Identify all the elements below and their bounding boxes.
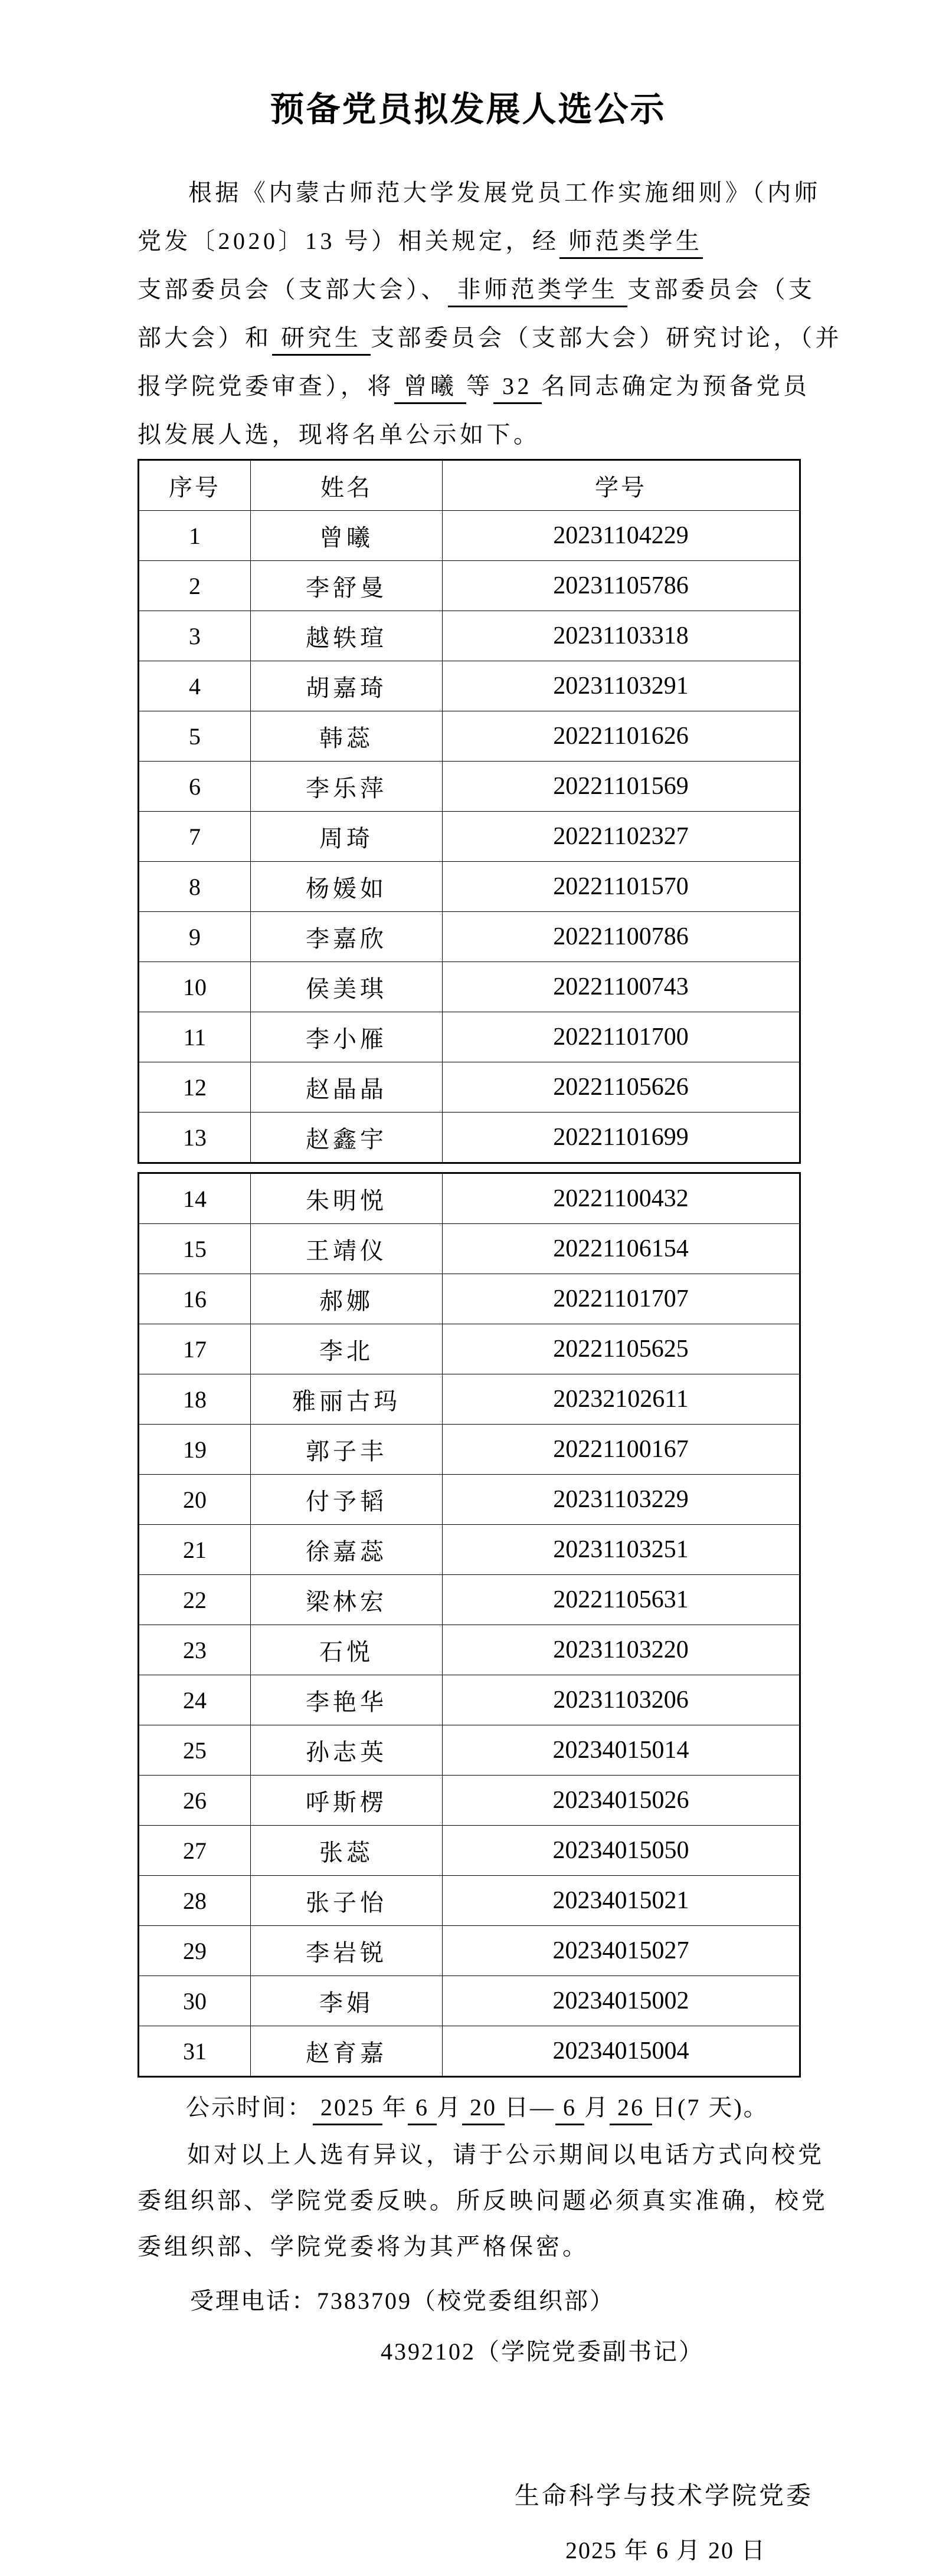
table-row — [139, 711, 800, 762]
cell-姓名: 韩蕊 — [251, 711, 443, 762]
table-row — [139, 1274, 800, 1324]
cell-序号: 16 — [139, 1274, 251, 1324]
roster-table-part1 — [138, 459, 801, 1164]
cell-姓名: 周琦 — [251, 812, 443, 862]
table-row — [139, 1425, 800, 1475]
cell-学号: 20221100167 — [443, 1425, 800, 1475]
cell-学号: 20231103220 — [443, 1625, 800, 1675]
cell-姓名: 杨媛如 — [251, 862, 443, 912]
cell-序号: 7 — [139, 812, 251, 862]
cell-学号: 20221100786 — [443, 912, 800, 962]
cell-学号: 20234015004 — [443, 2026, 800, 2077]
cell-姓名: 徐嘉蕊 — [251, 1525, 443, 1575]
publicity-period-line — [186, 2083, 936, 2132]
cell-学号: 20221100432 — [443, 1173, 800, 1224]
cell-序号: 1 — [139, 511, 251, 561]
cell-序号: 23 — [139, 1625, 251, 1675]
cell-序号: 25 — [139, 1725, 251, 1776]
table-row — [139, 1926, 800, 1976]
table-row — [139, 1224, 800, 1274]
text-run: 支部委员会（支部大会）研究讨论，（并 — [371, 324, 842, 351]
cell-序号: 28 — [139, 1876, 251, 1926]
table-row — [139, 1876, 800, 1926]
cell-姓名: 朱明悦 — [251, 1173, 443, 1224]
cell-序号: 17 — [139, 1324, 251, 1374]
table-row — [139, 1374, 800, 1425]
table-row — [139, 812, 800, 862]
text-run: 党发〔2020〕13 号）相关规定，经 — [138, 228, 559, 254]
intro-line — [138, 217, 803, 265]
table-row — [139, 862, 800, 912]
cell-姓名: 呼斯楞 — [251, 1776, 443, 1826]
signature-date: 2025 年 6 月 20 日 — [565, 2537, 766, 2564]
table-row — [139, 2026, 800, 2077]
cell-学号: 20234015050 — [443, 1826, 800, 1876]
fill-in-underline: 32 — [493, 373, 542, 404]
cell-学号: 20231103318 — [443, 611, 800, 661]
contact-phone-line-2: 4392102（学院党委副书记） — [381, 2338, 704, 2365]
intro-paragraph — [138, 169, 842, 459]
table-row — [139, 611, 800, 661]
text-run: 报学院党委审查），将 — [138, 373, 394, 399]
cell-序号: 12 — [139, 1062, 251, 1113]
table-row — [139, 1725, 800, 1776]
cell-学号: 20221102327 — [443, 812, 800, 862]
cell-姓名: 郭子丰 — [251, 1425, 443, 1475]
fill-in-underline: 26 — [610, 2094, 652, 2125]
cell-序号: 22 — [139, 1575, 251, 1625]
table-row — [139, 1012, 800, 1062]
cell-序号: 19 — [139, 1425, 251, 1475]
cell-学号: 20234015014 — [443, 1725, 800, 1776]
appeal-line: 委组织部、学院党委将为其严格保密。 — [138, 2233, 589, 2260]
cell-序号: 5 — [139, 711, 251, 762]
cell-姓名: 张子怡 — [251, 1876, 443, 1926]
cell-姓名: 郝娜 — [251, 1274, 443, 1324]
table-row — [139, 561, 800, 611]
table-row — [139, 1575, 800, 1625]
cell-姓名: 李乐萍 — [251, 762, 443, 812]
cell-学号: 20221106154 — [443, 1224, 800, 1274]
table-row — [139, 912, 800, 962]
cell-姓名: 赵育嘉 — [251, 2026, 443, 2077]
appeal-line: 委组织部、学院党委反映。所反映问题必须真实准确，校党 — [138, 2187, 828, 2214]
table-row — [139, 1976, 800, 2026]
cell-姓名: 王靖仪 — [251, 1224, 443, 1274]
text-run: 年 — [382, 2094, 408, 2121]
table-row — [139, 762, 800, 812]
cell-姓名: 李嘉欣 — [251, 912, 443, 962]
cell-姓名: 侯美琪 — [251, 962, 443, 1012]
column-header: 姓名 — [251, 460, 443, 511]
page-title: 预备党员拟发展人选公示 — [270, 90, 666, 129]
cell-姓名: 张蕊 — [251, 1826, 443, 1876]
cell-序号: 6 — [139, 762, 251, 812]
cell-学号: 20234015027 — [443, 1926, 800, 1976]
cell-序号: 24 — [139, 1675, 251, 1725]
cell-学号: 20234015026 — [443, 1776, 800, 1826]
table-row — [139, 1113, 800, 1163]
cell-序号: 3 — [139, 611, 251, 661]
cell-姓名: 石悦 — [251, 1625, 443, 1675]
cell-姓名: 曾曦 — [251, 511, 443, 561]
text-run: 公示时间： — [186, 2094, 313, 2121]
fill-in-underline: 曾曦 — [394, 373, 466, 404]
table-row — [139, 1675, 800, 1725]
cell-序号: 18 — [139, 1374, 251, 1425]
cell-学号: 20231103206 — [443, 1675, 800, 1725]
cell-学号: 20221101699 — [443, 1113, 800, 1163]
table-row — [139, 962, 800, 1012]
intro-line — [138, 314, 842, 362]
text-run: 拟发展人选，现将名单公示如下。 — [138, 421, 541, 448]
text-run: 日(7 天)。 — [652, 2094, 769, 2121]
fill-in-underline: 6 — [555, 2094, 584, 2125]
text-run: 支部委员会（支部大会）、 — [138, 276, 448, 303]
fill-in-underline: 6 — [408, 2094, 437, 2125]
intro-line — [138, 411, 803, 459]
table-row — [139, 1062, 800, 1113]
cell-姓名: 李小雁 — [251, 1012, 443, 1062]
cell-序号: 13 — [139, 1113, 251, 1163]
cell-学号: 20221101626 — [443, 711, 800, 762]
cell-序号: 27 — [139, 1826, 251, 1876]
cell-学号: 20231103229 — [443, 1475, 800, 1525]
cell-姓名: 赵鑫宇 — [251, 1113, 443, 1163]
cell-学号: 20221100743 — [443, 962, 800, 1012]
text-run: 等 — [466, 373, 493, 399]
text-run: 月 — [584, 2094, 610, 2121]
text-run: 名同志确定为预备党员 — [541, 373, 810, 399]
signature-organization: 生命科学与技术学院党委 — [514, 2483, 813, 2510]
fill-in-underline: 20 — [462, 2094, 505, 2125]
cell-序号: 31 — [139, 2026, 251, 2077]
cell-序号: 26 — [139, 1776, 251, 1826]
cell-学号: 20232102611 — [443, 1374, 800, 1425]
fill-in-underline: 研究生 — [272, 324, 371, 356]
cell-序号: 20 — [139, 1475, 251, 1525]
cell-学号: 20231104229 — [443, 511, 800, 561]
text-run: 部大会）和 — [138, 324, 272, 351]
cell-序号: 4 — [139, 661, 251, 711]
cell-序号: 30 — [139, 1976, 251, 2026]
cell-姓名: 雅丽古玛 — [251, 1374, 443, 1425]
text-run: 月 — [437, 2094, 462, 2121]
cell-姓名: 李舒曼 — [251, 561, 443, 611]
text-run: 根据《内蒙古师范大学发展党员工作实施细则》（内师 — [188, 179, 821, 206]
cell-序号: 11 — [139, 1012, 251, 1062]
cell-姓名: 李艳华 — [251, 1675, 443, 1725]
cell-姓名: 梁林宏 — [251, 1575, 443, 1625]
column-header: 序号 — [139, 460, 251, 511]
cell-序号: 9 — [139, 912, 251, 962]
cell-学号: 20221105626 — [443, 1062, 800, 1113]
cell-学号: 20221105631 — [443, 1575, 800, 1625]
table-row — [139, 661, 800, 711]
cell-姓名: 李北 — [251, 1324, 443, 1374]
cell-姓名: 赵晶晶 — [251, 1062, 443, 1113]
fill-in-underline: 非师范类学生 — [448, 276, 627, 307]
cell-学号: 20221101707 — [443, 1274, 800, 1324]
cell-学号: 20234015002 — [443, 1976, 800, 2026]
cell-学号: 20221105625 — [443, 1324, 800, 1374]
cell-学号: 20221101570 — [443, 862, 800, 912]
fill-in-underline: 师范类学生 — [559, 228, 703, 259]
cell-姓名: 李娟 — [251, 1976, 443, 2026]
table-split-gap — [0, 1164, 936, 1172]
roster-table-part2 — [138, 1172, 801, 2078]
table-row — [139, 1173, 800, 1224]
cell-学号: 20221101569 — [443, 762, 800, 812]
cell-序号: 15 — [139, 1224, 251, 1274]
intro-line — [138, 362, 810, 411]
cell-序号: 8 — [139, 862, 251, 912]
cell-序号: 14 — [139, 1173, 251, 1224]
table-row — [139, 511, 800, 561]
cell-姓名: 付予韬 — [251, 1475, 443, 1525]
cell-姓名: 胡嘉琦 — [251, 661, 443, 711]
cell-姓名: 孙志英 — [251, 1725, 443, 1776]
cell-学号: 20234015021 — [443, 1876, 800, 1926]
intro-line — [138, 169, 821, 217]
cell-学号: 20231103251 — [443, 1525, 800, 1575]
text-run: 支部委员会（支 — [627, 276, 816, 303]
contact-phone-line-1: 受理电话：7383709（校党委组织部） — [190, 2288, 615, 2314]
cell-姓名: 越轶瑄 — [251, 611, 443, 661]
column-header: 学号 — [443, 460, 800, 511]
cell-姓名: 李岩锐 — [251, 1926, 443, 1976]
cell-序号: 2 — [139, 561, 251, 611]
cell-序号: 21 — [139, 1525, 251, 1575]
table-row — [139, 1776, 800, 1826]
cell-学号: 20231103291 — [443, 661, 800, 711]
intro-line — [138, 265, 816, 314]
cell-学号: 20221101700 — [443, 1012, 800, 1062]
appeal-paragraph — [138, 2132, 828, 2270]
table-row — [139, 1525, 800, 1575]
table-row — [139, 1475, 800, 1525]
table-row — [139, 1625, 800, 1675]
table-row — [139, 1826, 800, 1876]
text-run: 日— — [505, 2094, 555, 2121]
cell-序号: 10 — [139, 962, 251, 1012]
table-row — [139, 1324, 800, 1374]
cell-序号: 29 — [139, 1926, 251, 1976]
table-header-row — [139, 460, 800, 511]
appeal-line: 如对以上人选有异议，请于公示期间以电话方式向校党 — [187, 2141, 824, 2168]
cell-学号: 20231105786 — [443, 561, 800, 611]
fill-in-underline: 2025 — [313, 2094, 382, 2125]
